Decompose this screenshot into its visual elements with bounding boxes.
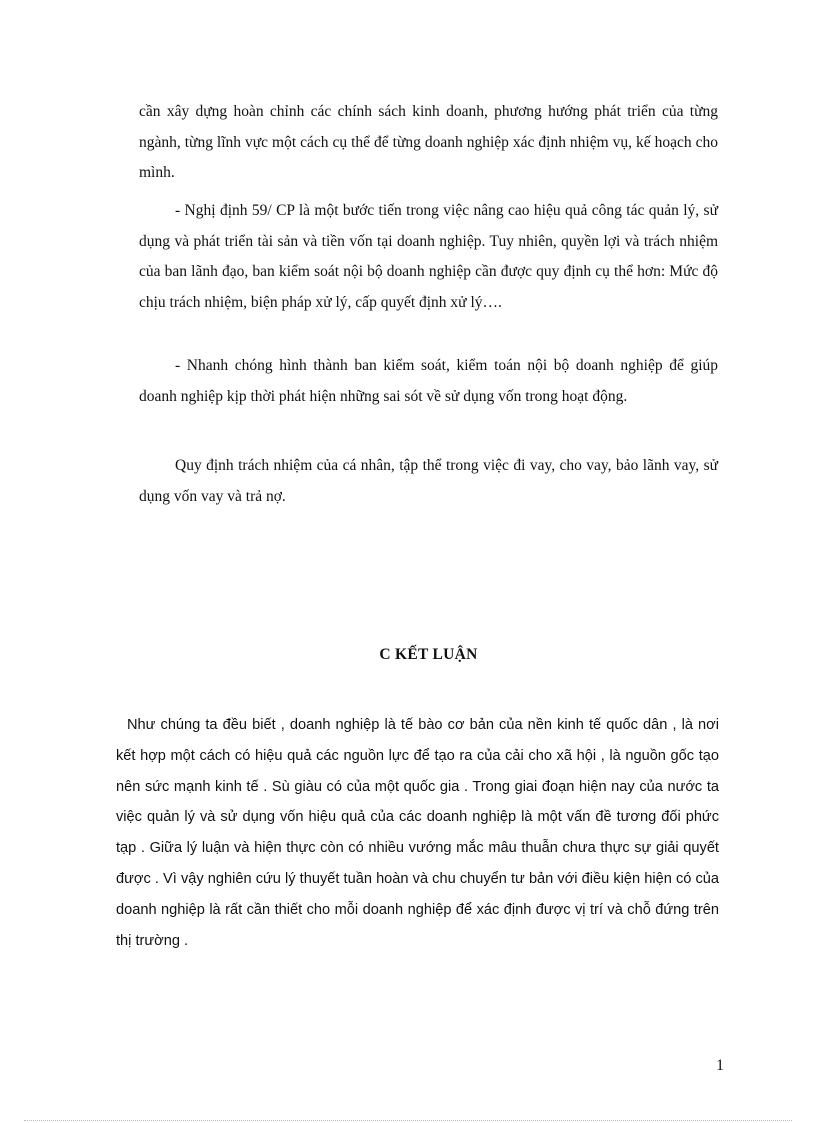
page-bottom-divider [24, 1120, 792, 1121]
paragraph-internal-audit: - Nhanh chóng hình thành ban kiểm soát, kiểm toán nội bộ doanh nghiệp để giúp doanh nghiệp kịp thời phát hiện những sai sót về sử dụng vốn trong hoạt động. [139, 357, 718, 405]
page-number: 1 [716, 1057, 724, 1074]
paragraph-decree-59: - Nghị định 59/ CP là một bước tiến trong việc nâng cao hiệu quả công tác quản lý, sử dụng và phát triển tài sản và tiền vốn tại doanh nghiệp. Tuy nhiên, quyền lợi và trách nhiệm của ban lãnh đạo, ban kiểm soát nội bộ doanh nghiệp cần được quy định cụ thể hơn: Mức độ chịu trách nhiệm, biện pháp xử lý, cấp quyết định xử lý…. [139, 202, 718, 311]
paragraph-responsibility: Quy định trách nhiệm của cá nhân, tập thể trong việc đi vay, cho vay, bảo lãnh vay, sử dụng vốn vay và trả nợ. [139, 457, 718, 505]
conclusion-paragraph: Như chúng ta đều biết , doanh nghiệp là tế bào cơ bản của nền kinh tế quốc dân , là nơi kết hợp một cách có hiệu quả các nguồn lực để tạo ra của cải cho xã hội , là nguồn gốc tạo nên sức mạnh kinh tế . Sù giàu có của một quốc gia . Trong giai đoạn hiện nay của nước ta việc quản lý và sử dụng vốn hiệu quả của các doanh nghiệp là một vấn đề tương đối phức tạp . Giữa lý luận và hiện thực còn có nhiều vướng mắc mâu thuẫn chưa thực sự giải quyết được . Vì vậy nghiên cứu lý thuyết tuần hoàn và chu chuyển tư bản với điều kiện hiện có của doanh nghiệp là rất cần thiết cho mỗi doanh nghiệp để xác định được vị trí và chỗ đứng trên thị trường . [116, 717, 719, 949]
section-heading-conclusion: C KẾT LUẬN [379, 646, 478, 663]
paragraph-policy-continuation: cần xây dựng hoàn chỉnh các chính sách kinh doanh, phương hướng phát triển của từng ngành, từng lĩnh vực một cách cụ thể để từng doanh nghiệp xác định nhiệm vụ, kế hoạch cho mình. [139, 103, 718, 181]
